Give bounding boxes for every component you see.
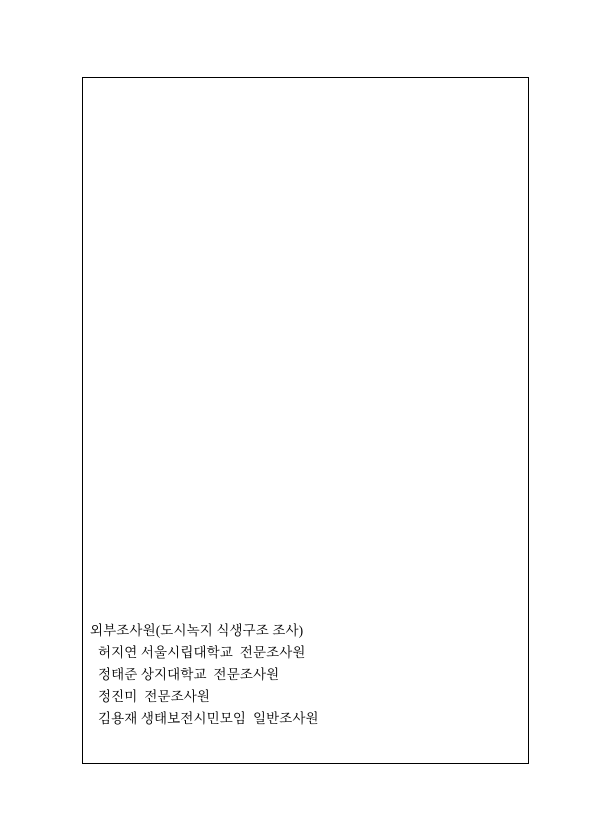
list-item: 정진미 전문조사원 bbox=[98, 689, 211, 704]
list-item: 김용재 생태보전시민모임 일반조사원 bbox=[98, 711, 319, 726]
list-item: 정태준 상지대학교 전문조사원 bbox=[98, 667, 280, 682]
section-heading: 외부조사원(도시녹지 식생구조 조사) bbox=[90, 623, 304, 638]
external-surveyors-section bbox=[90, 620, 510, 730]
list-item: 허지연 서울시립대학교 전문조사원 bbox=[98, 645, 306, 660]
document-page bbox=[82, 77, 529, 764]
